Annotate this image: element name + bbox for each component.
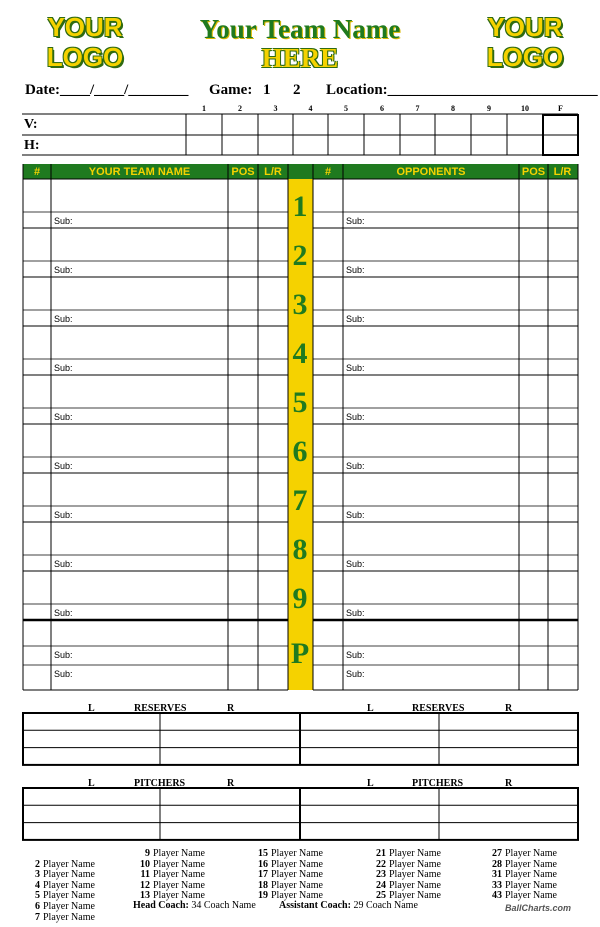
assistant-coach — [279, 901, 418, 912]
roster-player-name: Player Name — [271, 858, 323, 870]
sub-label: Sub: — [346, 559, 365, 569]
logo-right-line1: YOUR — [487, 12, 563, 42]
roster-number: 2 — [35, 858, 40, 870]
sub-label: Sub: — [346, 265, 365, 275]
team-name-line1: Your Team Name — [199, 14, 401, 44]
team-name-line2: HERE — [261, 43, 339, 73]
roster-number: 18 — [258, 879, 268, 891]
batting-order-number: 8 — [292, 533, 308, 566]
roster-number: 21 — [376, 848, 386, 859]
roster-number: 7 — [35, 911, 40, 923]
roster-entry — [488, 891, 557, 902]
inning-label: 8 — [451, 104, 455, 113]
date-label: Date:____/____/________ — [25, 82, 189, 98]
col-lr-left: L/R — [264, 166, 282, 178]
roster-number: 3 — [35, 869, 40, 881]
roster-number: 9 — [145, 848, 150, 859]
roster-player-name: Player Name — [505, 858, 557, 870]
visitor-label: V: — [24, 117, 38, 132]
game-1[interactable]: 1 — [263, 82, 271, 98]
batting-order-number: 5 — [292, 386, 308, 419]
col-lr-right: L/R — [553, 166, 572, 178]
logo-left-line2: LOGO — [46, 42, 124, 72]
col-team-name: YOUR TEAM NAME — [88, 166, 191, 178]
sub-label: Sub: — [346, 314, 365, 324]
reserves-grid — [23, 713, 578, 765]
col-pos-left: POS — [231, 166, 255, 178]
sub-label: Sub: — [54, 669, 73, 679]
roster-entry — [27, 913, 95, 924]
roster-player-name: Player Name — [153, 848, 205, 859]
roster-number: 11 — [140, 869, 150, 881]
roster-player-name: Player Name — [153, 890, 205, 902]
home-label: H: — [24, 138, 40, 153]
sub-label: Sub: — [346, 363, 365, 373]
roster-number: 5 — [35, 890, 40, 902]
roster-number: 17 — [258, 869, 268, 881]
roster-number: 43 — [492, 890, 502, 902]
roster-number: 33 — [492, 879, 502, 891]
inning-label: 2 — [238, 104, 242, 113]
roster-player-name: Player Name — [389, 890, 441, 902]
head-coach-name: 34 Coach Name — [191, 900, 256, 911]
roster-player-name: Player Name — [43, 879, 95, 891]
location-label: Location:____________________________ — [326, 82, 598, 98]
sub-label: Sub: — [54, 510, 73, 520]
batting-order-number: 2 — [292, 239, 308, 272]
linescore-grid — [22, 114, 578, 155]
reserves-l-left: L — [88, 703, 95, 714]
roster-number: 24 — [376, 879, 386, 891]
roster-player-name: Player Name — [271, 848, 323, 859]
sub-label: Sub: — [54, 650, 73, 660]
roster-number: 25 — [376, 890, 386, 902]
sub-label: Sub: — [346, 510, 365, 520]
roster-number: 28 — [492, 858, 502, 870]
reserves-r-left: R — [227, 703, 235, 714]
game-label: Game: — [209, 82, 253, 98]
roster-player-name: Player Name — [389, 848, 441, 859]
roster-player-name: Player Name — [43, 869, 95, 881]
sub-label: Sub: — [54, 216, 73, 226]
pitchers-r-left: R — [227, 778, 235, 789]
roster-player-name: Player Name — [153, 858, 205, 870]
brand-footer: BallCharts.com — [505, 903, 572, 913]
batting-order-number: 7 — [292, 484, 308, 517]
roster-number: 6 — [35, 901, 40, 912]
roster-number: 22 — [376, 858, 386, 870]
col-opponents: OPPONENTS — [396, 166, 466, 178]
inning-label: F — [558, 104, 563, 113]
pitchers-title-left: PITCHERS — [134, 778, 186, 789]
roster-player-name: Player Name — [389, 869, 441, 881]
game-2[interactable]: 2 — [293, 82, 301, 98]
sub-label: Sub: — [346, 650, 365, 660]
roster-number: 16 — [258, 858, 268, 870]
batting-order-number: 9 — [292, 582, 308, 615]
inning-label: 4 — [308, 104, 313, 113]
inning-label: 5 — [344, 104, 348, 113]
reserves-r-right: R — [505, 703, 513, 714]
roster-player-name: Player Name — [153, 879, 205, 891]
roster-number: 12 — [140, 879, 150, 891]
batting-order-number: 4 — [292, 337, 308, 370]
sub-label: Sub: — [346, 216, 365, 226]
col-num-right: # — [324, 166, 332, 178]
inning-label: 9 — [487, 104, 491, 113]
sub-label: Sub: — [54, 559, 73, 569]
roster-player-name: Player Name — [505, 879, 557, 891]
sub-label: Sub: — [346, 608, 365, 618]
inning-label: 1 — [202, 104, 206, 113]
inning-label: 7 — [415, 104, 420, 113]
roster-player-name: Player Name — [505, 869, 557, 881]
roster-player-name: Player Name — [389, 879, 441, 891]
roster-player-name: Player Name — [505, 890, 557, 902]
batting-order-number: 6 — [292, 435, 308, 468]
col-pos-right: POS — [521, 166, 546, 178]
pitchers-l-left: L — [88, 778, 95, 789]
roster-number: 19 — [258, 890, 268, 902]
roster-number: 15 — [258, 848, 268, 859]
roster-player-name: Player Name — [43, 858, 95, 870]
roster-player-name: Player Name — [271, 879, 323, 891]
reserves-title-right: RESERVES — [412, 703, 465, 714]
logo-left-line1: YOUR — [47, 12, 123, 42]
roster-number: 13 — [140, 890, 150, 902]
pitchers-l-right: L — [367, 778, 374, 789]
roster-player-name: Player Name — [43, 901, 95, 912]
assistant-coach-name: 29 Coach Name — [353, 900, 418, 911]
sub-label: Sub: — [346, 412, 365, 422]
roster-number: 23 — [376, 869, 386, 881]
head-coach-label: Head Coach: — [133, 900, 189, 911]
pitchers-grid — [23, 788, 578, 840]
inning-label: 3 — [273, 104, 278, 113]
batting-order-number: P — [290, 637, 310, 670]
pitchers-title-right: PITCHERS — [412, 778, 464, 789]
roster-player-name: Player Name — [505, 848, 557, 859]
pitchers-r-right: R — [505, 778, 513, 789]
roster-player-name: Player Name — [153, 869, 205, 881]
reserves-title-left: RESERVES — [134, 703, 187, 714]
head-coach — [133, 901, 256, 912]
roster-number: 31 — [492, 869, 502, 881]
sub-label: Sub: — [54, 314, 73, 324]
roster-number: 10 — [140, 858, 150, 870]
batting-order-number: 1 — [292, 190, 308, 223]
roster-number: 4 — [35, 879, 40, 891]
sub-label: Sub: — [54, 461, 73, 471]
roster-player-name: Player Name — [43, 911, 95, 923]
sub-label: Sub: — [54, 412, 73, 422]
sub-label: Sub: — [54, 608, 73, 618]
sub-label: Sub: — [54, 265, 73, 275]
batting-order-number: 3 — [292, 288, 308, 321]
roster-player-name: Player Name — [43, 890, 95, 902]
reserves-l-right: L — [367, 703, 374, 714]
sub-label: Sub: — [54, 363, 73, 373]
roster-player-name: Player Name — [271, 890, 323, 902]
roster-number: 27 — [492, 848, 502, 859]
inning-label: 10 — [521, 104, 529, 113]
roster-player-name: Player Name — [271, 869, 323, 881]
col-num-left: # — [33, 166, 41, 178]
roster-player-name: Player Name — [389, 858, 441, 870]
sub-label: Sub: — [346, 669, 365, 679]
inning-label: 6 — [380, 104, 384, 113]
assistant-coach-label: Assistant Coach: — [279, 900, 351, 911]
sub-label: Sub: — [346, 461, 365, 471]
logo-right-line2: LOGO — [486, 42, 564, 72]
